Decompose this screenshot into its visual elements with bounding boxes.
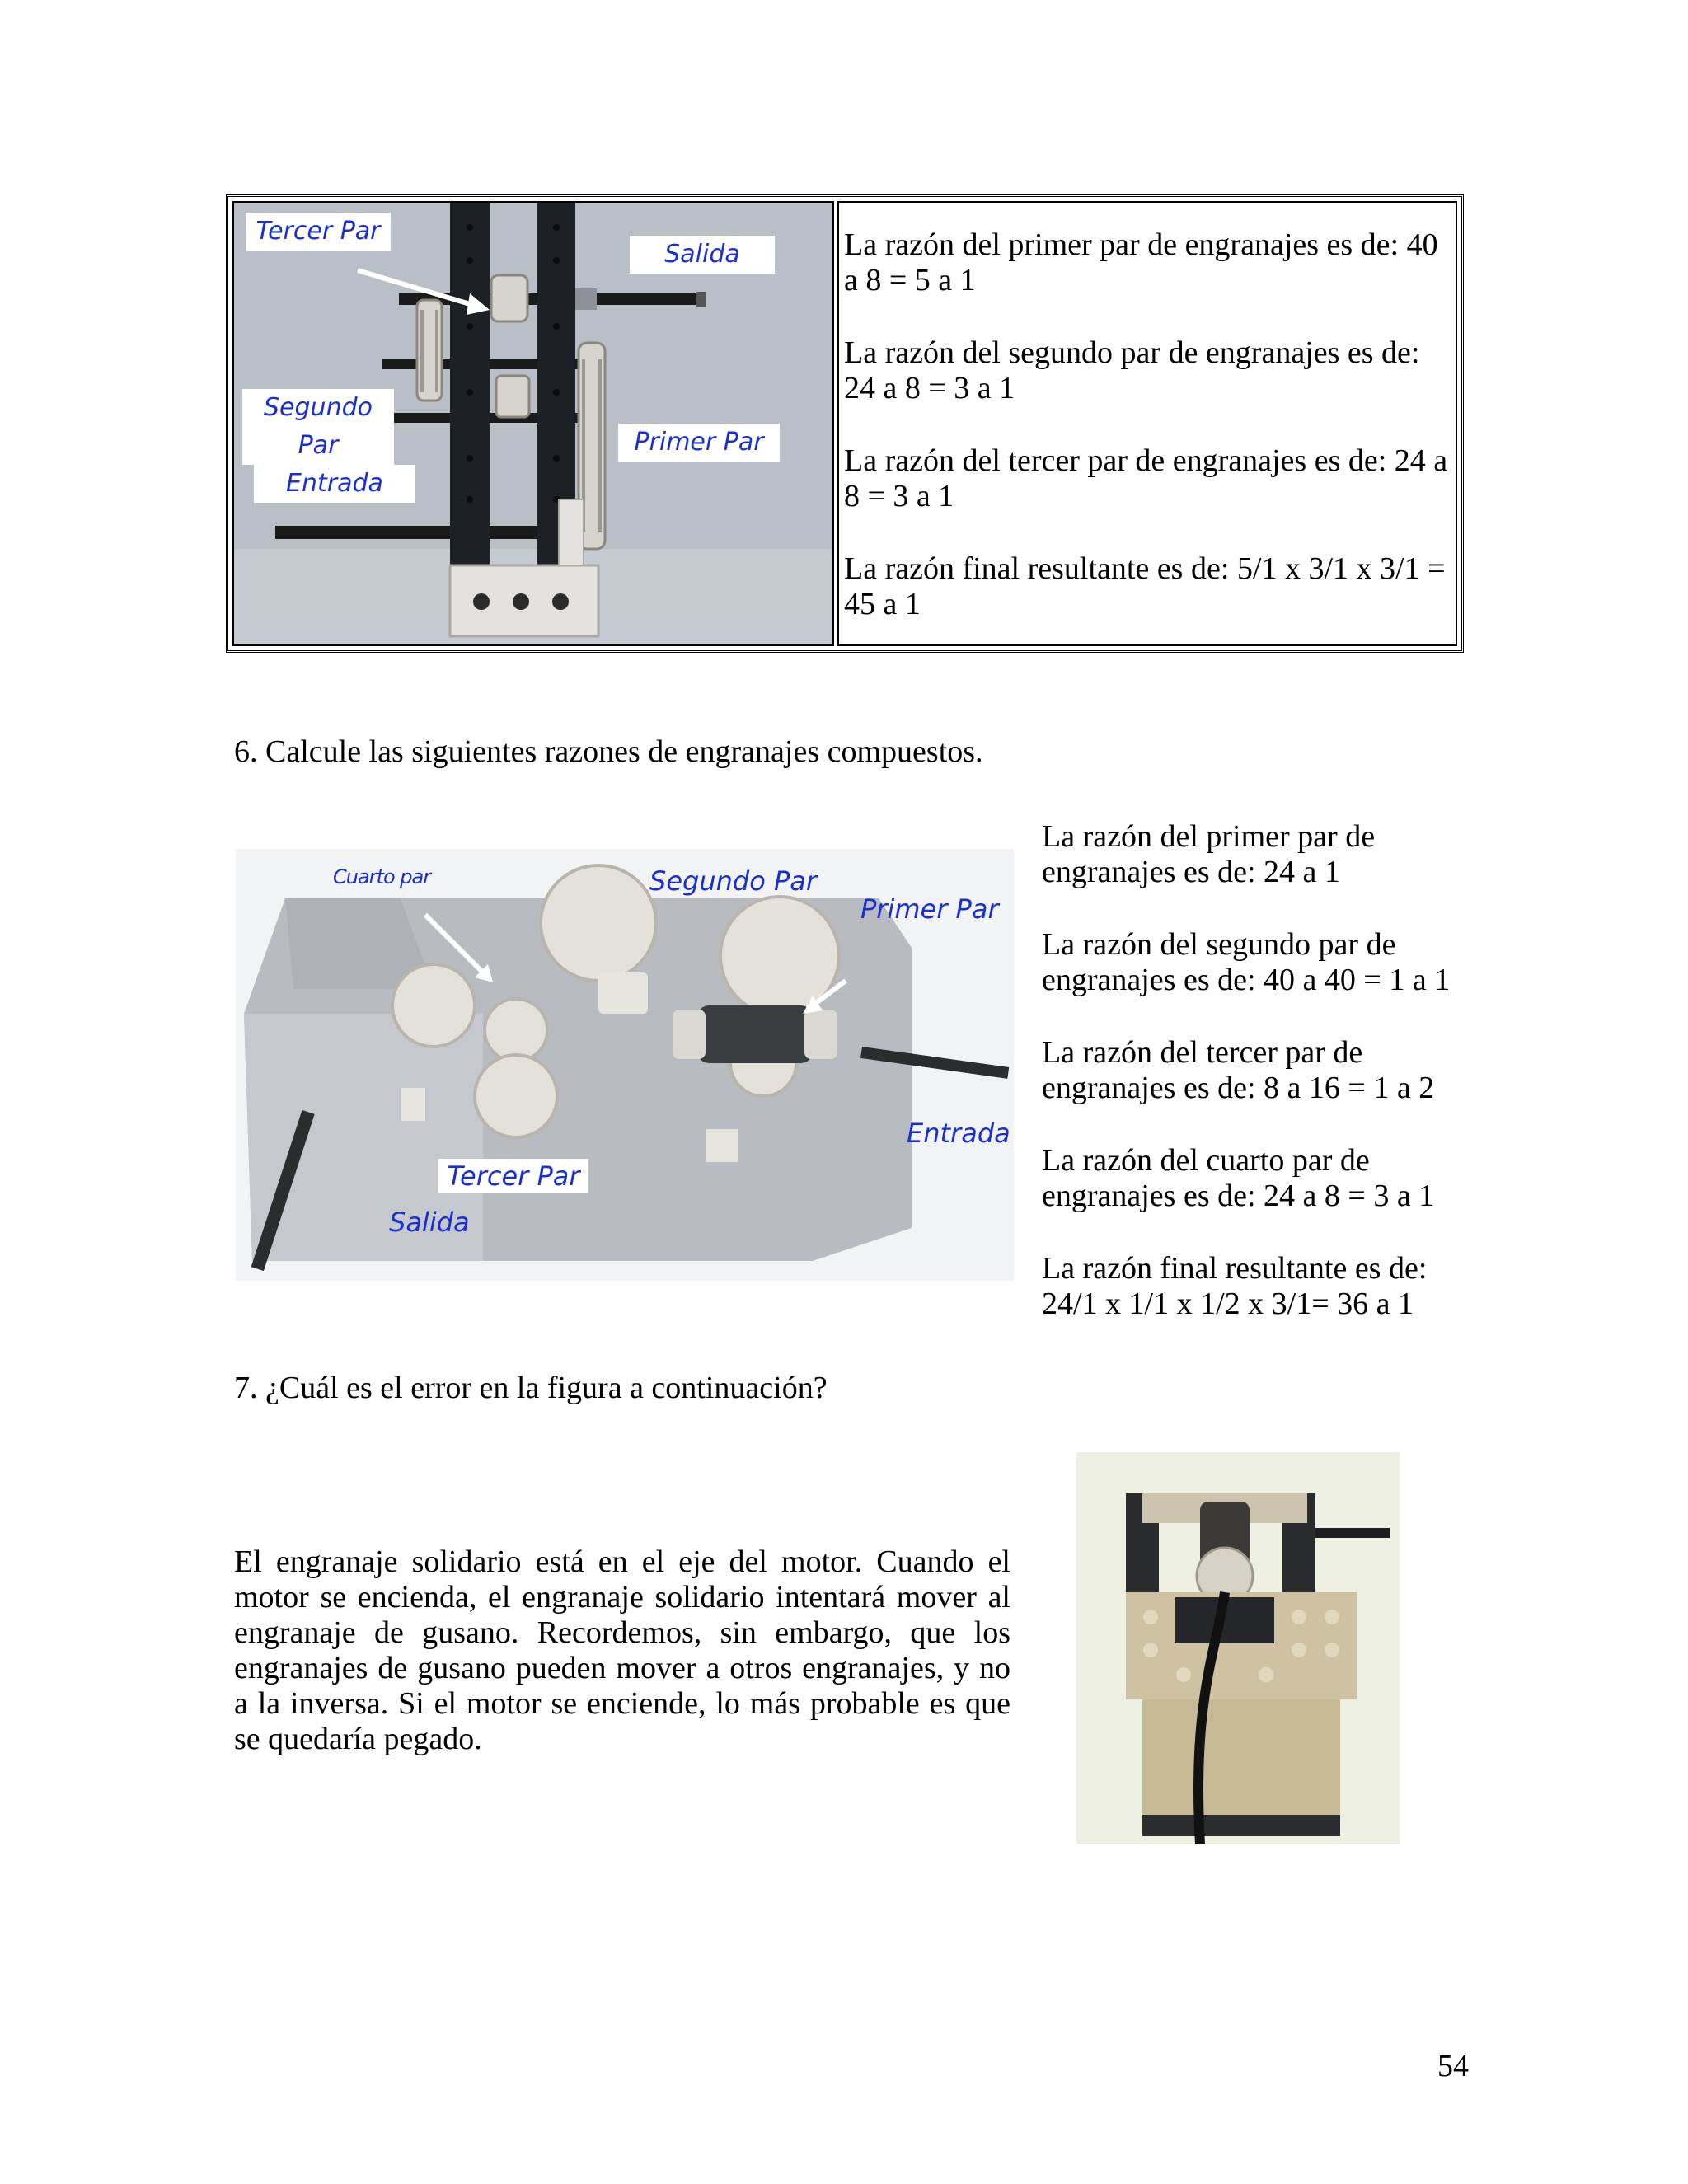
label-primer-par-2: Primer Par xyxy=(860,893,999,925)
question-7-answer: El engranaje solidario está en el eje del motor. Cuando el motor se encienda, el engranaje solidario intentará mover al engranaje de gusano. Recordemos, sin embargo, que los engranajes de gusano pueden mover a otros engranajes, y no a la inversa. Si el motor se enciende, lo más probable es que se quedaría pegado. xyxy=(234,1544,1010,1756)
ratio-first-pair: La razón del primer par de engranajes es de: 40 a 8 = 5 a 1 xyxy=(844,227,1438,298)
q6-ratio-final: La razón final resultante es de: 24/1 x 1/1 x 1/2 x 3/1= 36 a 1 xyxy=(1042,1251,1428,1321)
worm-gear-photo xyxy=(1076,1452,1400,1844)
q6-ratio-first-pair: La razón del primer par de engranajes es de: 24 a 1 xyxy=(1042,819,1376,889)
question-6-title: 6. Calcule las siguientes razones de engranajes compuestos. xyxy=(234,734,983,769)
gear-train-photo-1 xyxy=(232,201,834,646)
label-cuarto-par: Cuarto par xyxy=(333,865,431,888)
label-entrada-2: Entrada xyxy=(907,1118,1010,1149)
label-salida-2: Salida xyxy=(389,1207,470,1238)
q6-ratio-third-pair: La razón del tercer par de engranajes es de: 8 a 16 = 1 a 2 xyxy=(1042,1035,1435,1105)
label-tercer-par: Tercer Par xyxy=(246,213,391,251)
label-entrada: Entrada xyxy=(254,465,415,503)
label-primer-par: Primer Par xyxy=(618,424,780,462)
question-6-ratios xyxy=(1042,819,1470,1322)
ratio-cell xyxy=(837,201,1457,646)
ratio-third-pair: La razón del tercer par de engranajes es de: 24 a 8 = 3 a 1 xyxy=(844,443,1448,513)
label-segundo-par: Segundo Par xyxy=(242,389,394,465)
ratio-final: La razón final resultante es de: 5/1 x 3/1 x 3/1 = 45 a 1 xyxy=(844,551,1446,621)
question-7-title: 7. ¿Cuál es el error en la figura a continuación? xyxy=(234,1371,828,1405)
q6-ratio-fourth-pair: La razón del cuarto par de engranajes es de: 24 a 8 = 3 a 1 xyxy=(1042,1143,1435,1213)
label-segundo-par-2: Segundo Par xyxy=(649,865,817,897)
label-salida: Salida xyxy=(630,236,775,274)
page-number: 54 xyxy=(1437,2049,1469,2083)
label-tercer-par-2: Tercer Par xyxy=(438,1159,588,1193)
worm-gear-illustration xyxy=(1076,1452,1400,1844)
q6-ratio-second-pair: La razón del segundo par de engranajes es de: 40 a 40 = 1 a 1 xyxy=(1042,927,1451,997)
gear-train-photo-2 xyxy=(236,849,1014,1281)
ratio-second-pair: La razón del segundo par de engranajes es de: 24 a 8 = 3 a 1 xyxy=(844,335,1420,405)
